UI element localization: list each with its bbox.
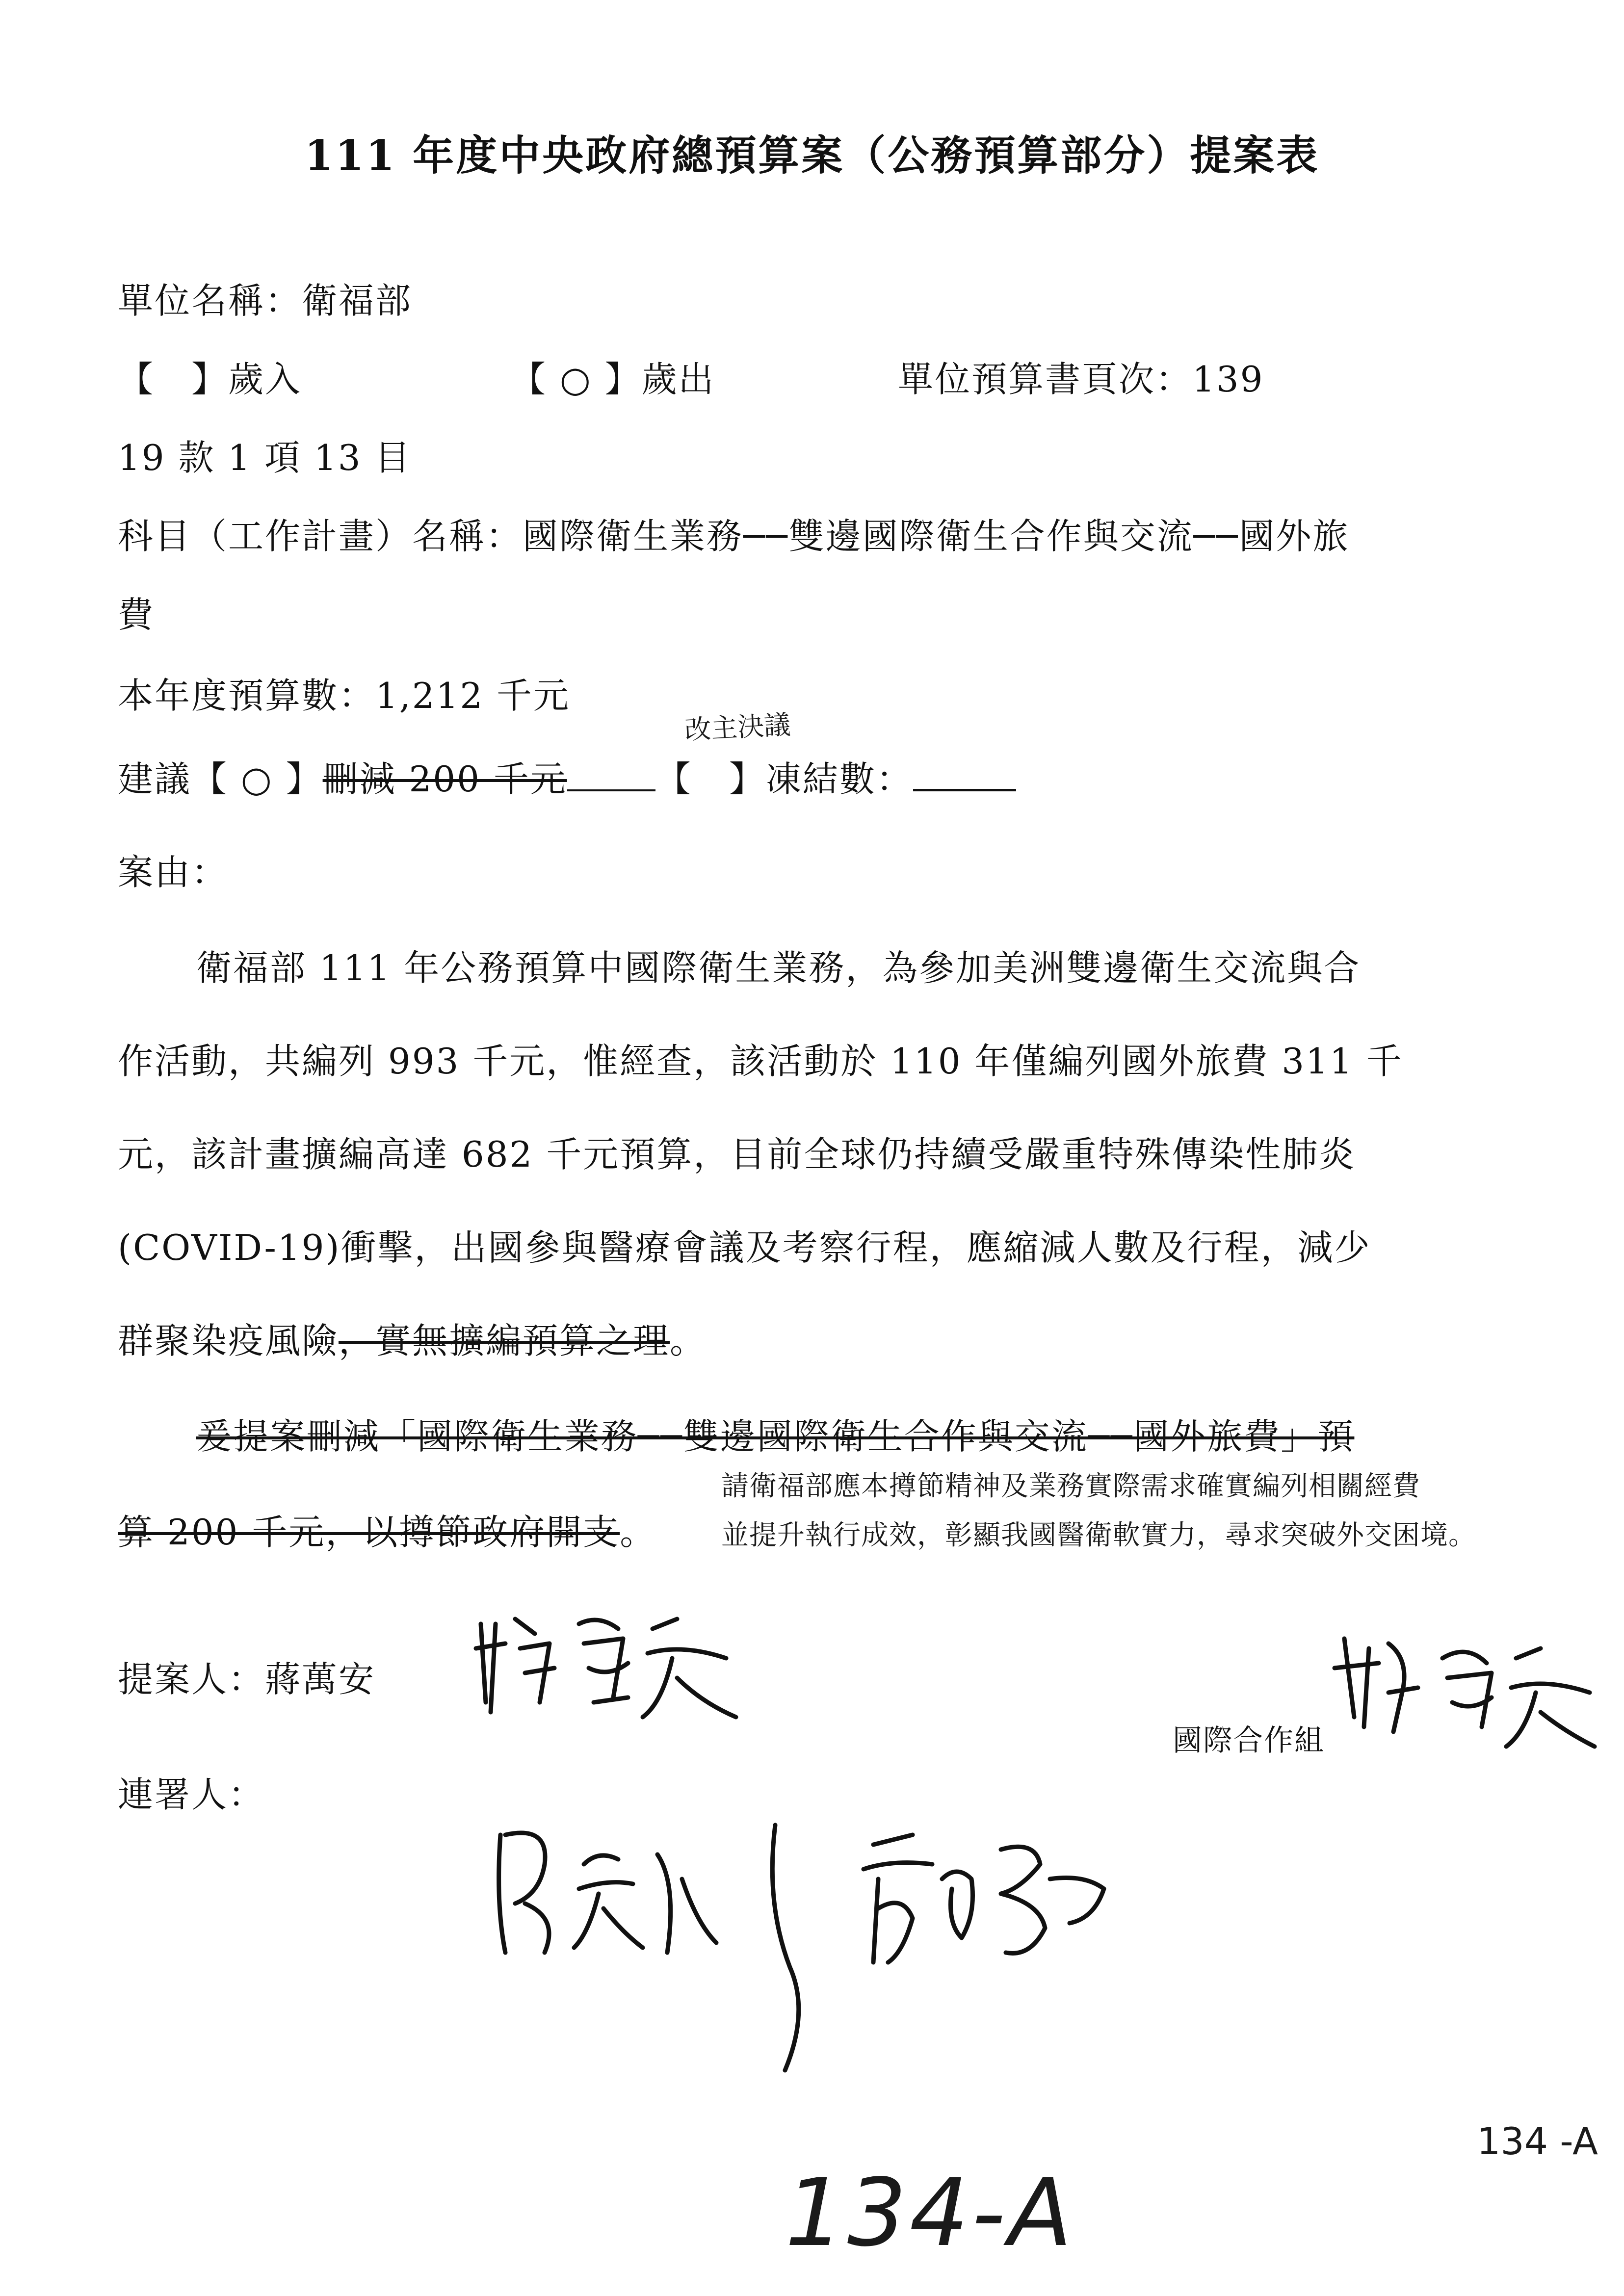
corner-page-number: 134 -A — [1477, 2119, 1598, 2163]
unit-name: 單位名稱：衛福部 — [118, 280, 413, 321]
department-label: 國際合作組 — [1173, 1723, 1325, 1758]
proposal-freeze: 【 】凍結數： — [655, 758, 913, 800]
reason-line-2: 作活動，共編列 993 千元，惟經查，該活動於 110 年僅編列國外旅費 311 千 — [118, 1041, 1403, 1082]
reason-line-5-plain: 群聚染疫風險 — [118, 1320, 339, 1361]
subject-name-line2: 費 — [118, 594, 155, 635]
reason-line-1: 衛福部 111 年公務預算中國際衛生業務，為參加美洲雙邊衛生交流與合 — [196, 947, 1361, 989]
reason-line-5-end: 。 — [670, 1320, 707, 1361]
handwritten-revision: 改主決議 — [683, 709, 791, 746]
budget-page-number: 單位預算書頁次：139 — [898, 359, 1264, 400]
reason-line-3: 元，該計畫擴編高達 682 千元預算，目前全球仍持續受嚴重特殊傳染性肺炎 — [118, 1134, 1356, 1175]
subject-name-line1: 科目（工作計畫）名稱：國際衛生業務──雙邊國際衛生合作與交流──國外旅 — [118, 516, 1350, 557]
proposal-prefix: 建議【 ○ 】 — [118, 758, 323, 800]
struck-paragraph-end: 。 — [620, 1512, 657, 1553]
cosigner-signature — [471, 1805, 1148, 2080]
proposal-struck-amount: 刪減 200 千元 — [322, 758, 567, 800]
expenditure-checkbox-label: 【 ○ 】歲出 — [510, 359, 715, 400]
handwritten-page-number: 134-A — [785, 2159, 1075, 2267]
reason-label: 案由： — [118, 852, 229, 893]
revenue-checkbox-label: 【 】歲入 — [118, 359, 302, 400]
cosigner-label: 連署人： — [118, 1774, 265, 1815]
struck-paragraph-line1: 爰提案刪減「國際衛生業務──雙邊國際衛生合作與交流──國外旅費」預 — [196, 1416, 1355, 1457]
struck-paragraph-line2 — [118, 1504, 656, 1555]
budget-amount: 本年度預算數：1,212 千元 — [118, 675, 571, 716]
proposal-underline — [567, 765, 655, 791]
freeze-blank — [913, 759, 1016, 791]
proposer-label: 提案人：蔣萬安 — [118, 1659, 376, 1700]
proposal-line — [118, 751, 1016, 802]
reason-line-4: (COVID-19)衝擊，出國參與醫療會議及考察行程，應縮減人數及行程，減少 — [118, 1227, 1371, 1268]
form-title: 111 年度中央政府總預算案（公務預算部分）提案表 — [304, 131, 1320, 180]
struck-paragraph-text: 算 200 千元，以撙節政府開支 — [118, 1512, 620, 1553]
dept-signature — [1325, 1629, 1599, 1756]
proposer-signature — [471, 1604, 746, 1732]
reason-line-5 — [118, 1312, 707, 1363]
handwritten-note-line1: 請衛福部應本撙節精神及業務實際需求確實編列相關經費 — [721, 1470, 1420, 1502]
item-code: 19 款 1 項 13 目 — [118, 437, 412, 478]
handwritten-note-line2: 並提升執行成效，彰顯我國醫衛軟實力，尋求突破外交困境。 — [721, 1519, 1476, 1551]
reason-line-5-struck: ，實無擴編預算之理 — [339, 1320, 670, 1361]
